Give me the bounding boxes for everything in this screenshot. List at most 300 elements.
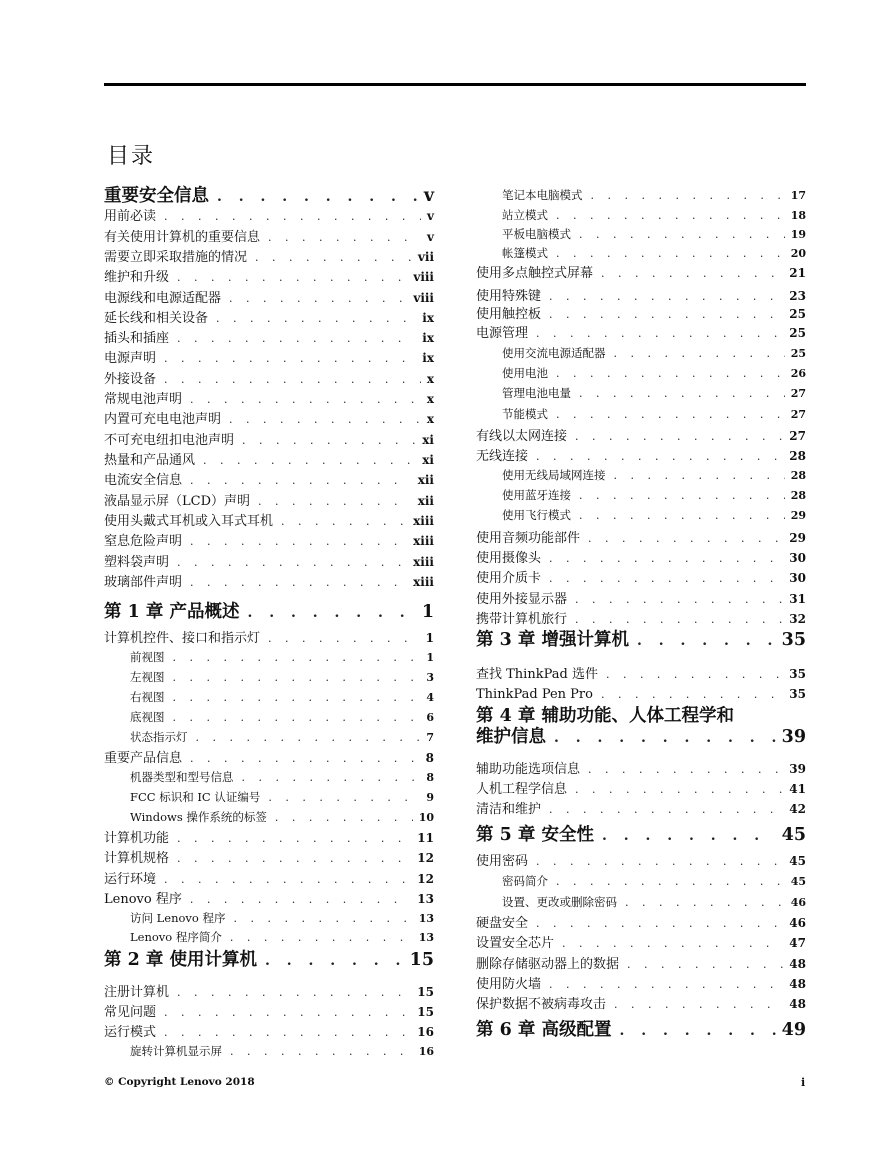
toc-chapter-entry[interactable] [104,952,434,970]
toc-entry-title: 密码简介 [502,874,548,888]
dot-leader [173,712,421,723]
toc-entry-title: 用前必读 [104,209,157,224]
toc-entry[interactable] [104,393,434,406]
toc-entry[interactable] [476,490,806,502]
toc-entry-title: 不可充电纽扣电池声明 [104,433,235,448]
dot-leader [229,414,421,425]
toc-entry-page: 48 [789,957,806,971]
dot-leader [549,804,783,815]
toc-entry-title: 注册计算机 [104,985,170,1000]
toc-entry-title: 第 2 章 使用计算机 [104,950,257,970]
dot-leader [575,594,783,605]
toc-entry[interactable] [476,855,806,868]
toc-entry-title: 设置、更改或删除密码 [502,895,617,909]
dot-leader [637,634,776,648]
toc-entry[interactable] [476,190,806,202]
dot-leader [190,536,407,547]
toc-entry-page: 18 [790,209,806,222]
toc-entry-page: xii [417,473,434,487]
dot-leader [164,353,416,364]
toc-entry-title: 辅助功能选项信息 [476,762,581,777]
toc-entry-page: 3 [426,671,434,684]
toc-entry-title: 运行环境 [104,872,157,887]
toc-entry-page: 28 [790,489,806,502]
toc-entry-title: 玻璃部件声明 [104,575,183,590]
toc-entry-page: 4 [426,691,434,704]
toc-entry[interactable] [476,430,806,443]
dot-leader [216,313,416,324]
dot-leader [556,210,785,221]
toc-entry-title: 站立模式 [502,208,548,222]
toc-entry[interactable] [104,932,434,944]
toc-entry[interactable] [476,450,806,463]
toc-entry[interactable] [104,873,434,886]
toc-entry-title: Lenovo 程序 [104,892,182,907]
dot-leader [177,853,411,864]
toc-entry[interactable] [476,958,806,971]
toc-entry-page: 31 [789,592,806,606]
dot-leader [196,732,421,743]
toc-entry-title: 第 5 章 安全性 [476,825,594,845]
toc-entry[interactable] [476,210,806,222]
toc-entry-title: 电流安全信息 [104,473,183,488]
dot-leader [177,557,407,568]
dot-leader [579,490,785,501]
toc-entry-title: 前视图 [130,650,165,664]
toc-entry[interactable] [104,210,434,223]
toc-entry-page: 46 [790,896,806,909]
toc-entry-title: 笔记本电脑模式 [502,188,583,202]
toc-entry[interactable] [476,998,806,1011]
toc-entry-page: 7 [426,731,434,744]
toc-entry-page: xi [422,433,434,447]
dot-leader [627,959,783,970]
toc-entry[interactable] [104,1026,434,1039]
toc-entry[interactable] [476,290,806,303]
toc-entry-page: 12 [417,872,434,886]
toc-entry-title: 旋转计算机显示屏 [130,1044,222,1058]
toc-entry-title: 第 3 章 增强计算机 [476,630,629,650]
toc-entry-title: 设置安全芯片 [476,936,555,951]
toc-entry-page: 1 [425,631,434,645]
toc-entry-title: 维护信息 [476,727,546,747]
toc-entry-page: xiii [413,514,434,528]
toc-entry[interactable] [104,832,434,845]
toc-entry-title: 使用多点触控式屏幕 [476,266,594,281]
toc-entry[interactable] [104,454,434,467]
toc-entry-title: Lenovo 程序简介 [130,930,222,944]
dot-leader [549,553,783,564]
dot-leader [242,772,421,783]
page-number: i [801,1076,806,1089]
toc-entry[interactable] [104,434,434,447]
dot-leader [556,409,785,420]
dot-leader [173,652,421,663]
toc-entry[interactable] [104,535,434,548]
dot-leader [619,1024,775,1038]
toc-entry-page: 8 [425,751,434,765]
dot-leader [549,979,783,990]
dot-leader [575,614,783,625]
toc-entry-page: 27 [790,408,806,421]
toc-entry-title: 电源管理 [476,326,529,341]
dot-leader [275,812,413,823]
top-rule [104,83,806,86]
toc-entry[interactable] [476,668,806,681]
toc-entry-title: 帐篷模式 [502,246,548,260]
toc-entry[interactable] [476,229,806,241]
toc-entry-title: 删除存储驱动器上的数据 [476,957,620,972]
toc-entry-title: 常规电池声明 [104,392,183,407]
toc-entry-title: 使用摄像头 [476,551,542,566]
toc-entry-page: 15 [409,950,434,970]
toc-entry-title: 常见问题 [104,1005,157,1020]
toc-entry-page: 19 [790,228,806,241]
dot-leader [588,533,783,544]
toc-entry[interactable] [104,271,434,284]
toc-entry-page: ix [422,331,434,345]
toc-entry[interactable] [104,893,434,906]
toc-entry-title: 使用音频功能部件 [476,531,581,546]
toc-entry-title: 使用特殊键 [476,289,542,304]
toc-entry-page: 25 [789,326,806,340]
toc-entry[interactable] [476,613,806,626]
toc-entry[interactable] [476,248,806,260]
toc-entry-page: 13 [418,931,434,944]
toc-entry-page: 45 [781,825,806,845]
toc-entry[interactable] [476,593,806,606]
toc-entry-title: 右视图 [130,690,165,704]
toc-entry[interactable] [104,332,434,345]
dot-leader [602,829,776,843]
toc-entry[interactable] [104,852,434,865]
toc-entry[interactable] [104,495,434,508]
toc-entry[interactable] [476,409,806,421]
toc-entry[interactable] [476,572,806,585]
dot-leader [536,451,783,462]
toc-entry-title: 使用飞行模式 [502,508,571,522]
toc-entry-page: 39 [781,727,806,747]
dot-leader [556,876,785,887]
toc-entry[interactable] [104,712,434,724]
toc-entry-page: 25 [789,307,806,321]
toc-entry[interactable] [104,792,434,804]
toc-entry-page: 21 [789,266,806,280]
toc-entry-page: 1 [426,651,434,664]
dot-leader [579,510,785,521]
toc-chapter-entry[interactable] [476,632,806,650]
toc-entry-page: 20 [790,247,806,260]
toc-chapter-heading[interactable]: 第 4 章 辅助功能、人体工程学和 [476,706,734,726]
toc-entry-title: 使用防火墙 [476,977,542,992]
toc-entry-page: 27 [789,429,806,443]
toc-entry-title: 维护和升级 [104,270,170,285]
toc-chapter-entry[interactable] [476,1022,806,1040]
toc-entry-page: xiii [413,555,434,569]
dot-leader [173,672,421,683]
toc-entry[interactable] [476,897,806,909]
toc-entry-title: 重要安全信息 [104,186,209,206]
toc-entry[interactable] [476,876,806,888]
toc-entry-page: 15 [417,1005,434,1019]
toc-entry-title: 平板电脑模式 [502,227,571,241]
toc-entry-title: 插头和插座 [104,331,170,346]
dot-leader [190,894,411,905]
dot-leader [177,272,407,283]
dot-leader [265,954,404,968]
toc-entry[interactable] [104,515,434,528]
toc-entry[interactable] [104,913,434,925]
toc-chapter-entry[interactable] [476,729,806,747]
dot-leader [230,1046,413,1057]
toc-entry-page: 35 [781,630,806,650]
toc-entry[interactable] [476,552,806,565]
dot-leader [190,577,407,588]
toc-entry[interactable] [476,688,806,701]
dot-leader [549,573,783,584]
toc-entry-title: Windows 操作系统的标签 [130,810,267,824]
toc-entry-title: 热量和产品通风 [104,453,196,468]
toc-entry-page: 35 [789,687,806,701]
toc-entry-title: 第 1 章 产品概述 [104,602,240,622]
toc-entry-title: 电源声明 [104,351,157,366]
toc-entry[interactable] [476,308,806,321]
toc-entry-page: xii [417,494,434,508]
toc-entry-title: 使用密码 [476,854,529,869]
dot-leader [177,333,416,344]
dot-leader [562,938,783,949]
toc-entry-title: 有线以太网连接 [476,429,568,444]
dot-leader [556,248,785,259]
dot-leader [591,190,785,201]
toc-entry[interactable] [476,267,806,280]
toc-entry-page: xiii [413,575,434,589]
toc-entry[interactable] [104,231,434,244]
dot-leader [258,496,412,507]
dot-leader [217,190,418,204]
dot-leader [575,784,783,795]
toc-entry[interactable] [476,937,806,950]
toc-entry-page: 42 [789,802,806,816]
toc-entry[interactable] [104,373,434,386]
toc-entry[interactable] [476,783,806,796]
toc-entry-page: 30 [789,551,806,565]
toc-entry-page: 15 [417,985,434,999]
toc-entry[interactable] [104,772,434,784]
toc-entry-page: 30 [789,571,806,585]
toc-entry-page: 12 [417,851,434,865]
toc-entry-page: v [427,209,434,223]
toc-entry[interactable] [104,413,434,426]
toc-entry-page: 25 [790,347,806,360]
toc-entry-page: 48 [789,997,806,1011]
toc-entry[interactable] [476,470,806,482]
dot-leader [230,932,413,943]
toc-entry[interactable] [476,510,806,522]
toc-entry-title: 第 6 章 高级配置 [476,1020,612,1040]
toc-entry-page: 41 [789,782,806,796]
toc-entry[interactable] [476,763,806,776]
dot-leader [536,328,783,339]
dot-leader [614,999,783,1010]
toc-entry-page: 29 [790,509,806,522]
toc-entry-title: 内置可充电电池声明 [104,412,222,427]
toc-entry-page: ix [422,311,434,325]
dot-leader [579,388,785,399]
toc-entry-page: 45 [789,854,806,868]
toc-entry-title: 状态指示灯 [130,730,188,744]
toc-entry-title: 左视图 [130,670,165,684]
toc-entry-page: viii [413,291,434,305]
toc-entry-title: 使用外接显示器 [476,592,568,607]
toc-entry-title: 有关使用计算机的重要信息 [104,230,261,245]
dot-leader [268,792,420,803]
dot-leader [164,1007,411,1018]
dot-leader [190,753,420,764]
dot-leader [190,475,412,486]
toc-entry-page: 45 [790,875,806,888]
dot-leader [268,232,421,243]
toc-entry[interactable] [104,474,434,487]
toc-entry[interactable] [104,576,434,589]
toc-entry-page: 26 [790,367,806,380]
toc-entry-page: 47 [789,936,806,950]
toc-entry-title: 硬盘安全 [476,916,529,931]
dot-leader [268,633,420,644]
toc-entry-page: x [426,372,434,386]
toc-entry[interactable] [476,388,806,400]
toc-entry-title: 计算机规格 [104,851,170,866]
toc-entry-page: vii [417,250,434,264]
toc-entry-page: 9 [426,791,434,804]
dot-leader [173,692,421,703]
toc-entry[interactable] [104,632,434,645]
toc-entry-title: 保护数据不被病毒攻击 [476,997,607,1012]
toc-entry[interactable] [476,917,806,930]
toc-chapter-entry[interactable] [476,827,806,845]
toc-entry[interactable] [476,532,806,545]
dot-leader [190,394,421,405]
toc-entry-title: FCC 标识和 IC 认证编号 [130,790,261,804]
toc-entry-title: 访问 Lenovo 程序 [130,911,226,925]
dot-leader [614,348,785,359]
toc-entry-page: 1 [421,602,434,622]
dot-leader [554,731,776,745]
toc-entry[interactable] [104,312,434,325]
toc-entry-page: 16 [417,1025,434,1039]
toc-entry[interactable] [104,692,434,704]
toc-entry-title: 机器类型和型号信息 [130,770,234,784]
toc-entry-page: 11 [417,831,434,845]
toc-entry-title: 无线连接 [476,449,529,464]
toc-entry-page: 29 [789,531,806,545]
toc-chapter-entry[interactable] [104,188,434,206]
toc-entry-title: 使用无线局域网连接 [502,468,606,482]
dot-leader [556,368,785,379]
toc-entry-page: 49 [781,1020,806,1040]
toc-entry[interactable] [104,352,434,365]
toc-entry-title: 塑料袋声明 [104,555,170,570]
toc-entry-page: 35 [789,667,806,681]
toc-entry-page: 28 [790,469,806,482]
toc-entry-title: 使用头戴式耳机或入耳式耳机 [104,514,274,529]
toc-entry-title: 使用介质卡 [476,571,542,586]
toc-entry-title: 管理电池电量 [502,386,571,400]
toc-entry[interactable] [104,732,434,744]
toc-entry-title: 外接设备 [104,372,157,387]
dot-leader [281,516,407,527]
toc-entry-title: 人机工程学信息 [476,782,568,797]
dot-leader [177,987,411,998]
toc-entry-title: 携带计算机旅行 [476,612,568,627]
toc-entry-title: ThinkPad Pen Pro [476,687,593,702]
toc-entry-title: 查找 ThinkPad 选件 [476,667,598,682]
toc-entry[interactable] [104,292,434,305]
toc-entry-page: x [426,392,434,406]
dot-leader [164,211,421,222]
dot-leader [588,764,783,775]
toc-entry-page: 27 [790,387,806,400]
toc-entry-page: 13 [418,912,434,925]
toc-entry-title: 使用触控板 [476,307,542,322]
toc-entry[interactable] [104,986,434,999]
toc-entry[interactable] [104,1046,434,1058]
dot-leader [579,229,785,240]
toc-entry[interactable] [476,803,806,816]
toc-entry-title: 运行模式 [104,1025,157,1040]
toc-entry-page: xiii [413,534,434,548]
toc-entry[interactable] [104,251,434,264]
toc-entry-title: 电源线和电源适配器 [104,291,222,306]
toc-entry-title: 需要立即采取措施的情况 [104,250,248,265]
dot-leader [177,833,411,844]
toc-entry-title: 使用电池 [502,366,548,380]
toc-entry-page: xi [422,453,434,467]
toc-entry-page: 39 [789,762,806,776]
toc-entry[interactable] [104,556,434,569]
toc-entry-page: ix [422,351,434,365]
toc-entry[interactable] [104,652,434,664]
toc-entry-title: 液晶显示屏（LCD）声明 [104,494,251,509]
dot-leader [164,374,421,385]
dot-leader [614,470,785,481]
toc-entry[interactable] [476,327,806,340]
page-title: 目录 [107,143,156,169]
toc-entry-title: 使用交流电源适配器 [502,346,606,360]
toc-entry[interactable] [476,348,806,360]
toc-entry-title: 节能模式 [502,407,548,421]
toc-chapter-entry[interactable] [104,604,434,622]
toc-entry[interactable] [104,1006,434,1019]
toc-entry-title: 重要产品信息 [104,751,183,766]
toc-entry[interactable] [476,368,806,380]
dot-leader [625,897,785,908]
toc-entry[interactable] [104,752,434,765]
toc-entry-page: 23 [789,289,806,303]
dot-leader [164,1027,411,1038]
toc-entry-page: x [426,412,434,426]
toc-entry-title: 计算机功能 [104,831,170,846]
toc-entry[interactable] [104,812,434,824]
dot-leader [606,669,783,680]
toc-entry-title: 底视图 [130,710,165,724]
dot-leader [164,874,411,885]
toc-entry-page: 13 [417,892,434,906]
toc-entry[interactable] [104,672,434,684]
dot-leader [229,293,407,304]
toc-entry[interactable] [476,978,806,991]
dot-leader [247,606,415,620]
